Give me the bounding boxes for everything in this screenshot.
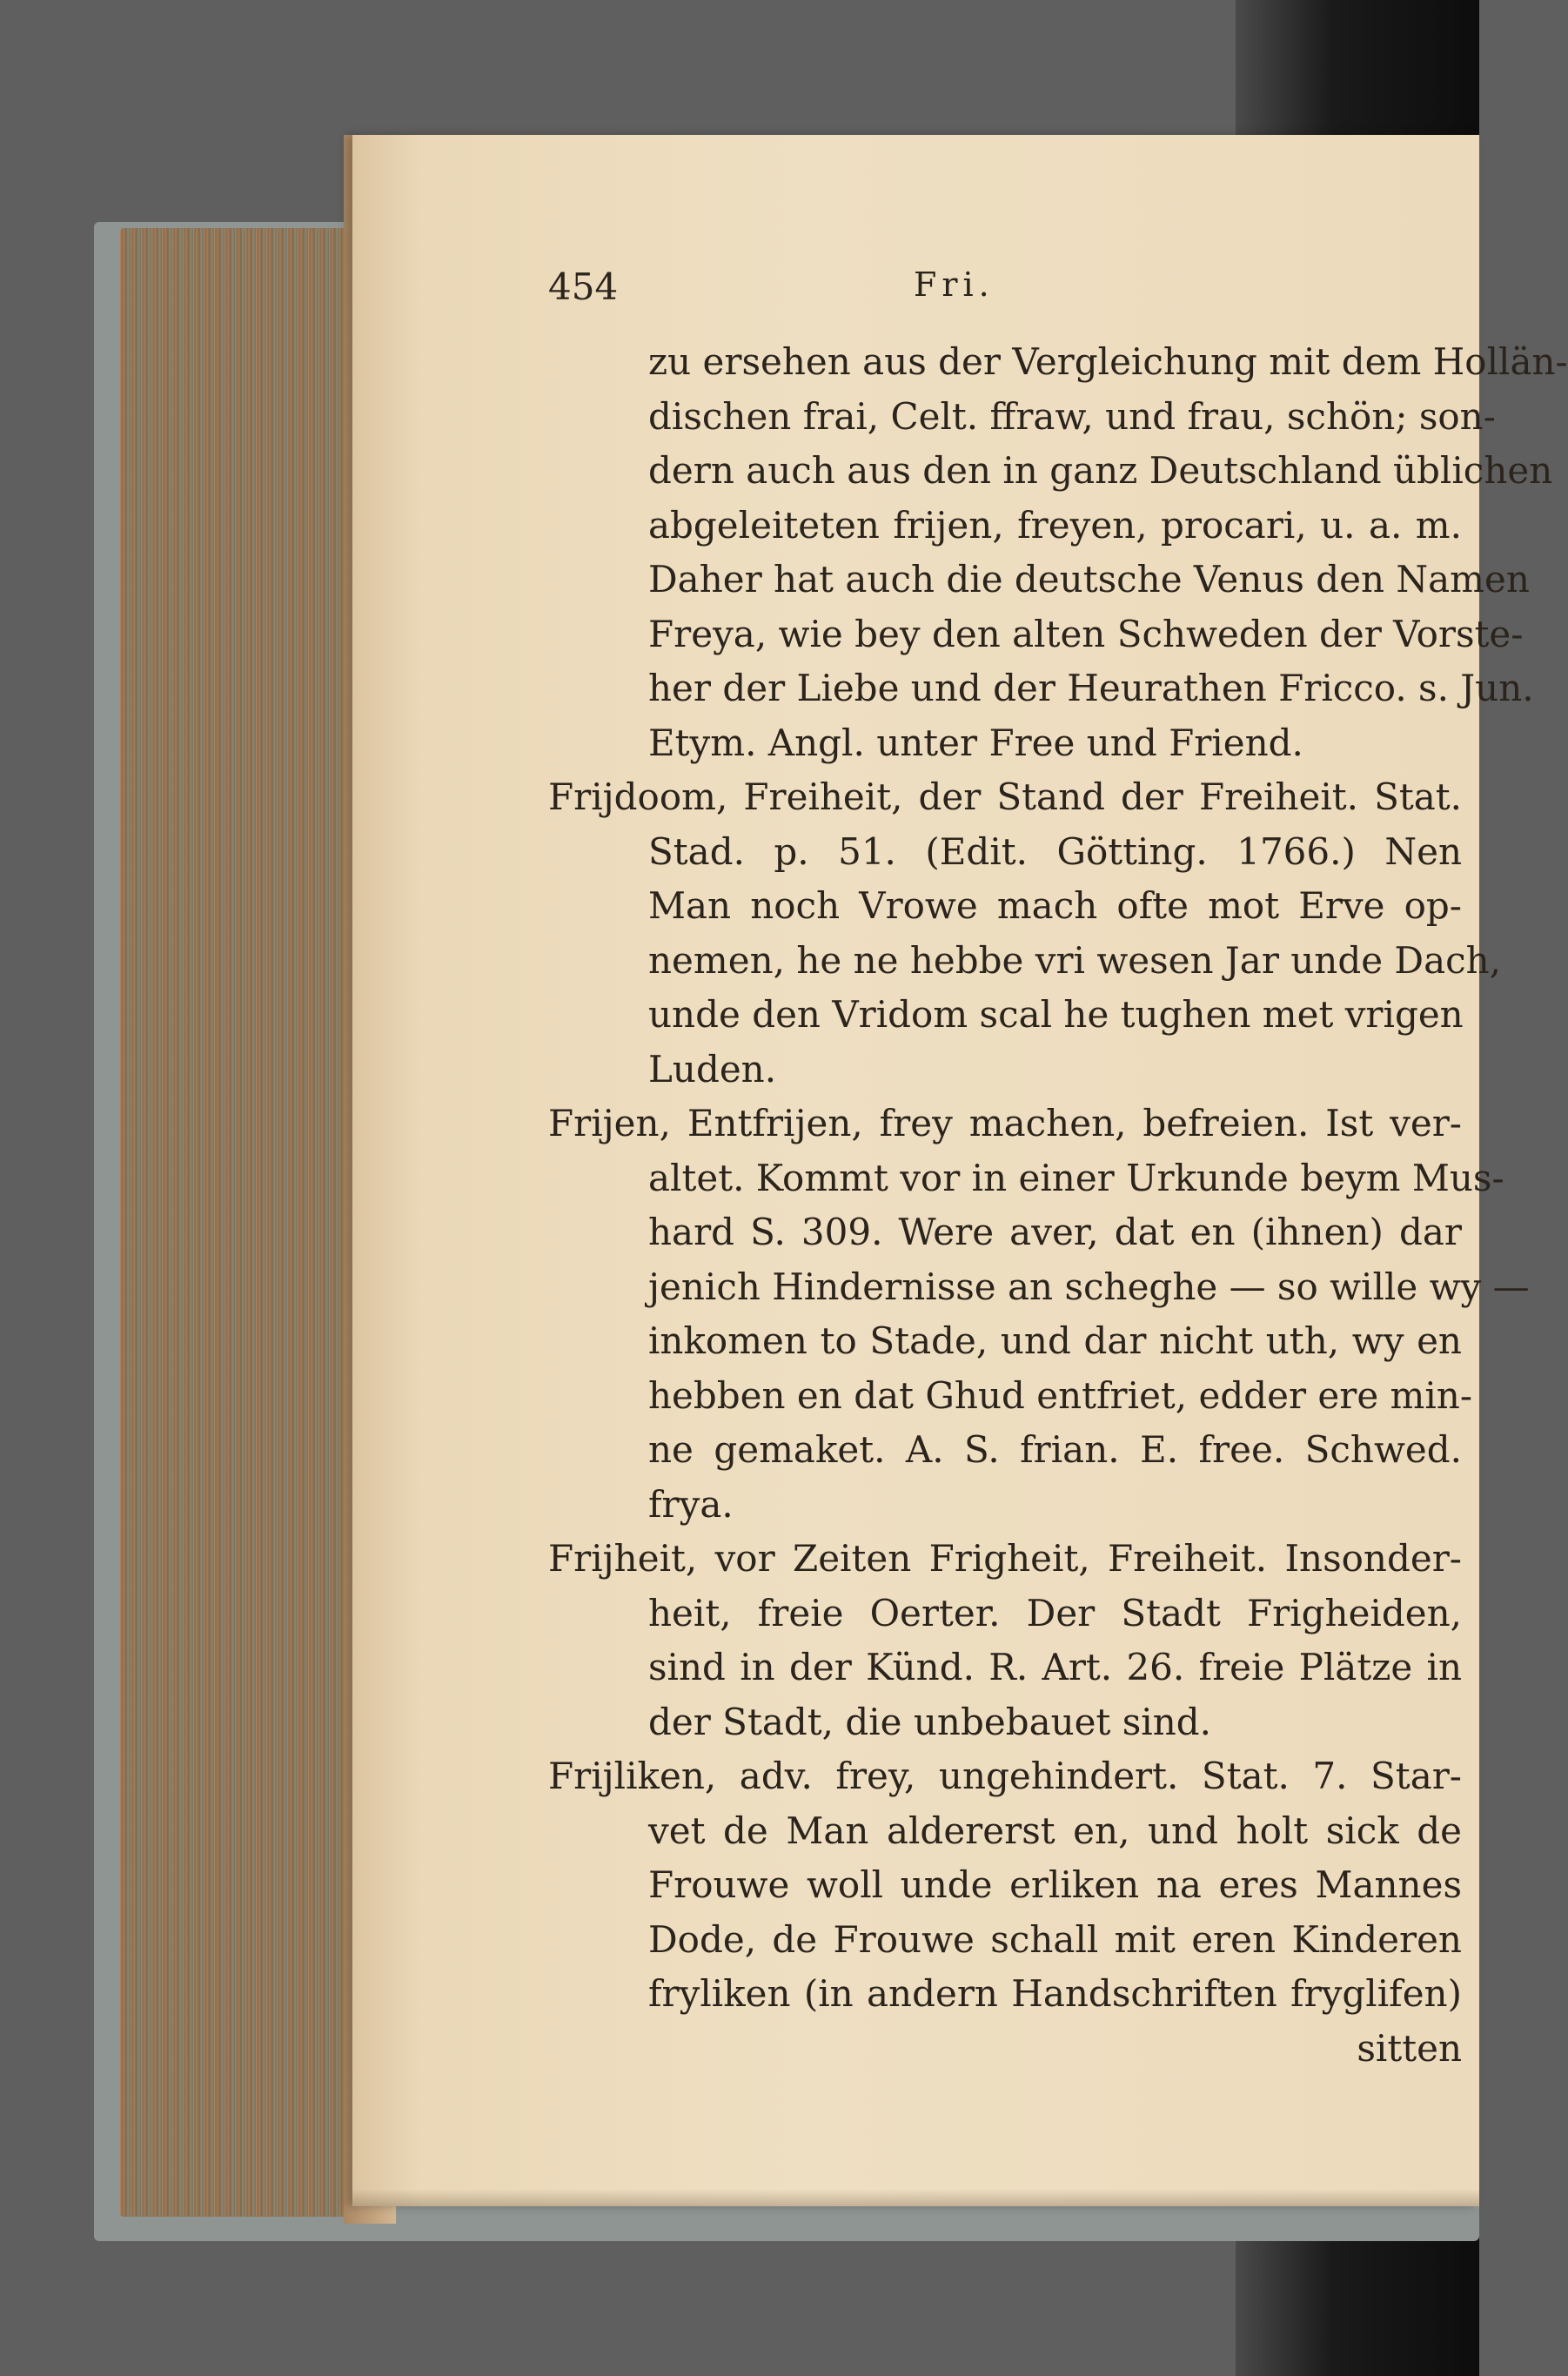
text-line: hard S. 309. Were aver, dat en (ihnen) dar: [648, 1211, 1462, 1253]
text-line: Daher hat auch die deutsche Venus den Namen: [648, 558, 1530, 601]
text-line: ne gemaket. A. S. frian. E. free. Schwed.: [648, 1428, 1462, 1471]
text-line: heit, freie Oerter. Der Stadt Frigheiden,: [648, 1591, 1462, 1634]
text-line: Man noch Vrowe mach ofte mot Erve op-: [648, 884, 1462, 927]
text-line: Stad. p. 51. (Edit. Götting. 1766.) Nen: [648, 829, 1462, 873]
text-line: fryliken (in andern Handschriften fryglifen): [648, 1972, 1462, 2015]
text-line: altet. Kommt vor in einer Urkunde beym Mus-: [648, 1156, 1504, 1199]
text-line: unde den Vridom scal he tughen met vrigen: [648, 993, 1464, 1036]
text-line: vet de Man aldererst en, und holt sick de: [648, 1809, 1462, 1852]
text-line: sind in der Künd. R. Art. 26. freie Plätze in: [648, 1646, 1462, 1688]
dictionary-text: [548, 335, 1568, 2076]
text-line: Etym. Angl. unter Free und Friend.: [648, 721, 1303, 764]
text-line: Frijheit, vor Zeiten Frigheit, Freiheit. Insonder-: [548, 1537, 1462, 1580]
text-line: Dode, de Frouwe schall mit eren Kinderen: [648, 1917, 1462, 1961]
text-line: hebben en dat Ghud entfriet, edder ere min-: [648, 1373, 1473, 1417]
text-line: der Stadt, die unbebauet sind.: [648, 1700, 1212, 1743]
text-line: Frijen, Entfrijen, frey machen, befreien. Ist ver-: [548, 1102, 1462, 1144]
text-line: nemen, he ne hebbe vri wesen Jar unde Dach,: [648, 938, 1502, 982]
text-line: zu ersehen aus der Vergleichung mit dem Hollän-: [648, 340, 1568, 383]
text-line: Freya, wie bey den alten Schweden der Vorste-: [648, 612, 1524, 655]
text-line: Frijliken, adv. frey, ungehindert. Stat. 7. Star-: [548, 1755, 1462, 1797]
text-line: sitten: [1357, 2026, 1462, 2070]
text-line: Frouwe woll unde erliken na eres Mannes: [648, 1863, 1462, 1906]
text-line: frya.: [648, 1482, 734, 1526]
text-line: abgeleiteten frijen, freyen, procari, u. a. m.: [648, 503, 1462, 547]
text-line: dern auch aus den in ganz Deutschland üblichen: [648, 449, 1553, 492]
text-line: jenich Hindernisse an scheghe — so wille wy —: [648, 1265, 1530, 1308]
running-head: Fri.: [914, 265, 995, 304]
page-edges: [120, 228, 381, 2217]
page-number: 454: [548, 265, 619, 308]
text-line: inkomen to Stade, und dar nicht uth, wy en: [648, 1319, 1462, 1362]
text-line: dischen frai, Celt. ffraw, und frau, schön; son-: [648, 394, 1496, 438]
page-header: [548, 265, 1436, 318]
page-shadow: [352, 2189, 1479, 2206]
text-line: Luden.: [648, 1047, 777, 1091]
text-line: Frijdoom, Freiheit, der Stand der Freiheit. Stat.: [548, 775, 1462, 818]
text-line: her der Liebe und der Heurathen Fricco. s. Jun.: [648, 667, 1534, 709]
